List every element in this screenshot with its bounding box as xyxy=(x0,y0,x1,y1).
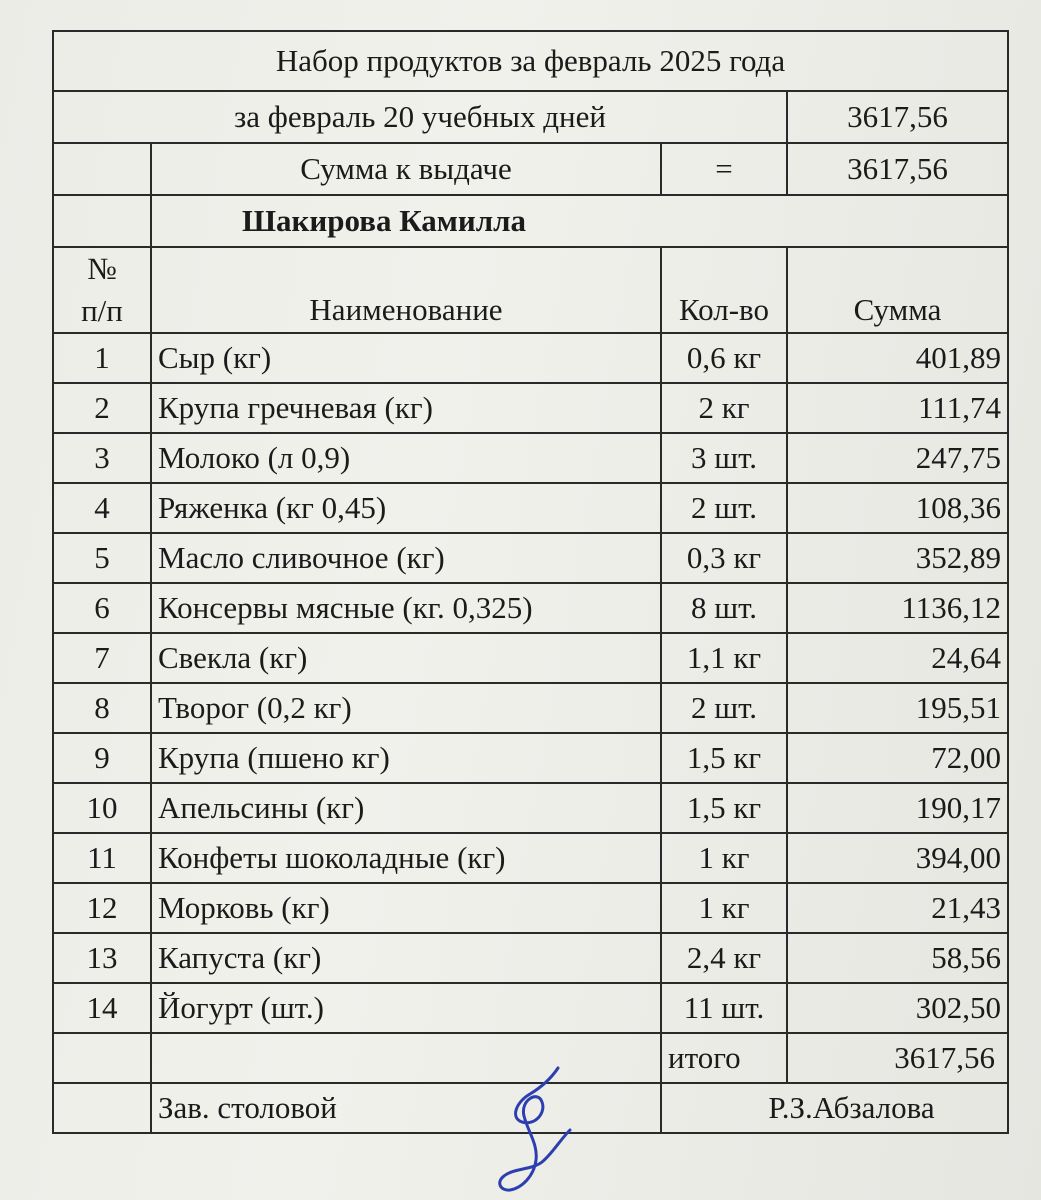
table-row xyxy=(53,883,1008,933)
row-number: 1 xyxy=(53,333,151,383)
table-row xyxy=(53,333,1008,383)
row-number: 14 xyxy=(53,983,151,1033)
footer-signer: Р.З.Абзалова xyxy=(661,1083,1008,1133)
table-row xyxy=(53,533,1008,583)
row-qty: 1 кг xyxy=(661,883,787,933)
row-qty: 1,5 кг xyxy=(661,733,787,783)
total-label: итого xyxy=(661,1033,787,1083)
row-number: 12 xyxy=(53,883,151,933)
row-name: Ряженка (кг 0,45) xyxy=(151,483,661,533)
row-qty: 11 шт. xyxy=(661,983,787,1033)
row-qty: 2,4 кг xyxy=(661,933,787,983)
table-row xyxy=(53,633,1008,683)
row-number: 3 xyxy=(53,433,151,483)
row-sum: 394,00 xyxy=(787,833,1008,883)
row-name: Крупа (пшено кг) xyxy=(151,733,661,783)
row-qty: 1,1 кг xyxy=(661,633,787,683)
row-name: Сыр (кг) xyxy=(151,333,661,383)
table-row xyxy=(53,733,1008,783)
row-sum: 190,17 xyxy=(787,783,1008,833)
payout-label: Сумма к выдаче xyxy=(151,143,661,195)
row-name: Молоко (л 0,9) xyxy=(151,433,661,483)
row-qty: 8 шт. xyxy=(661,583,787,633)
row-name: Крупа гречневая (кг) xyxy=(151,383,661,433)
table-row xyxy=(53,683,1008,733)
row-qty: 2 шт. xyxy=(661,683,787,733)
row-name: Апельсины (кг) xyxy=(151,783,661,833)
footer-role: Зав. столовой xyxy=(151,1083,661,1133)
row-sum: 111,74 xyxy=(787,383,1008,433)
row-qty: 0,6 кг xyxy=(661,333,787,383)
row-name: Йогурт (шт.) xyxy=(151,983,661,1033)
row-number: 6 xyxy=(53,583,151,633)
blank-cell xyxy=(53,1033,151,1083)
payout-sign: = xyxy=(661,143,787,195)
row-name: Конфеты шоколадные (кг) xyxy=(151,833,661,883)
column-header-sum: Сумма xyxy=(787,247,1008,333)
row-sum: 24,64 xyxy=(787,633,1008,683)
row-number: 4 xyxy=(53,483,151,533)
row-name: Морковь (кг) xyxy=(151,883,661,933)
column-header-name: Наименование xyxy=(151,247,661,333)
row-number: 11 xyxy=(53,833,151,883)
period-label: за февраль 20 учебных дней xyxy=(53,91,787,143)
column-header-number xyxy=(53,247,151,333)
recipient-name: Шакирова Камилла xyxy=(151,195,1008,247)
table-row xyxy=(53,433,1008,483)
row-name: Капуста (кг) xyxy=(151,933,661,983)
table-row xyxy=(53,383,1008,433)
blank-cell xyxy=(53,143,151,195)
row-number: 2 xyxy=(53,383,151,433)
row-qty: 2 кг xyxy=(661,383,787,433)
row-sum: 1136,12 xyxy=(787,583,1008,633)
row-qty: 1 кг xyxy=(661,833,787,883)
row-sum: 21,43 xyxy=(787,883,1008,933)
number-abbrev: п/п xyxy=(81,292,123,328)
column-header-qty: Кол-во xyxy=(661,247,787,333)
row-sum: 108,36 xyxy=(787,483,1008,533)
number-sign: № xyxy=(87,251,117,286)
total-value: 3617,56 xyxy=(787,1033,1008,1083)
period-value: 3617,56 xyxy=(787,91,1008,143)
table-row xyxy=(53,933,1008,983)
table-row xyxy=(53,833,1008,883)
row-name: Масло сливочное (кг) xyxy=(151,533,661,583)
row-number: 13 xyxy=(53,933,151,983)
row-sum: 352,89 xyxy=(787,533,1008,583)
row-sum: 247,75 xyxy=(787,433,1008,483)
blank-cell xyxy=(151,1033,661,1083)
table-row xyxy=(53,583,1008,633)
row-number: 10 xyxy=(53,783,151,833)
row-sum: 401,89 xyxy=(787,333,1008,383)
row-qty: 1,5 кг xyxy=(661,783,787,833)
row-sum: 58,56 xyxy=(787,933,1008,983)
row-sum: 195,51 xyxy=(787,683,1008,733)
blank-cell xyxy=(53,195,151,247)
payout-value: 3617,56 xyxy=(787,143,1008,195)
table-row xyxy=(53,483,1008,533)
row-number: 8 xyxy=(53,683,151,733)
row-number: 7 xyxy=(53,633,151,683)
row-name: Консервы мясные (кг. 0,325) xyxy=(151,583,661,633)
products-table xyxy=(52,30,1009,1134)
blank-cell xyxy=(53,1083,151,1133)
row-sum: 72,00 xyxy=(787,733,1008,783)
row-name: Свекла (кг) xyxy=(151,633,661,683)
document-title: Набор продуктов за февраль 2025 года xyxy=(53,31,1008,91)
row-qty: 2 шт. xyxy=(661,483,787,533)
row-sum: 302,50 xyxy=(787,983,1008,1033)
row-qty: 0,3 кг xyxy=(661,533,787,583)
table-row xyxy=(53,783,1008,833)
row-qty: 3 шт. xyxy=(661,433,787,483)
row-number: 9 xyxy=(53,733,151,783)
row-number: 5 xyxy=(53,533,151,583)
table-row xyxy=(53,983,1008,1033)
row-name: Творог (0,2 кг) xyxy=(151,683,661,733)
